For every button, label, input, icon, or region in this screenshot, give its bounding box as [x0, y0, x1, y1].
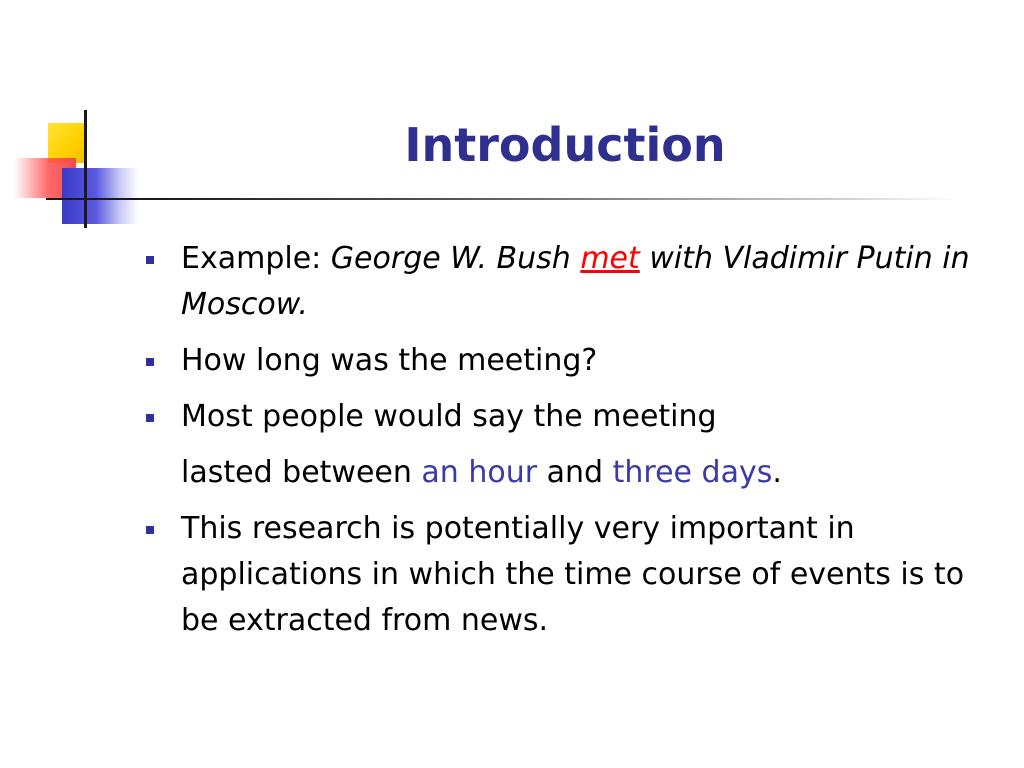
logo-vertical-line	[84, 110, 87, 228]
highlight-three-days: three days	[612, 455, 773, 490]
question-text: How long was the meeting?	[181, 343, 598, 378]
opinion-line2	[181, 450, 984, 496]
bullet-square-icon	[146, 526, 154, 534]
logo-yellow-square	[48, 123, 84, 163]
opinion-end: .	[772, 455, 782, 490]
bullet-list	[144, 236, 984, 654]
example-rest: with Vladimir Putin in Moscow.	[181, 241, 970, 322]
title-underline	[46, 198, 960, 200]
bullet-square-icon	[146, 414, 154, 422]
bullet-opinion	[144, 394, 984, 496]
opinion-line1: Most people would say the meeting	[181, 399, 717, 434]
opinion-and: and	[546, 455, 604, 490]
bullet-research	[144, 506, 984, 644]
bullet-square-icon	[146, 256, 154, 264]
highlight-an-hour: an hour	[421, 455, 538, 490]
bullet-example	[144, 236, 984, 328]
example-prefix: Example:	[181, 241, 331, 276]
slide-title: Introduction	[404, 118, 726, 172]
opinion-line2-prefix: lasted between	[181, 455, 422, 490]
example-subject: George W. Bush	[330, 241, 571, 276]
logo-blue-square	[62, 168, 138, 224]
bullet-square-icon	[146, 358, 154, 366]
research-text: This research is potentially very important in applications in which the time course of events is to be extracted from news.	[181, 511, 965, 638]
bullet-question	[144, 338, 984, 384]
example-verb: met	[580, 241, 640, 276]
